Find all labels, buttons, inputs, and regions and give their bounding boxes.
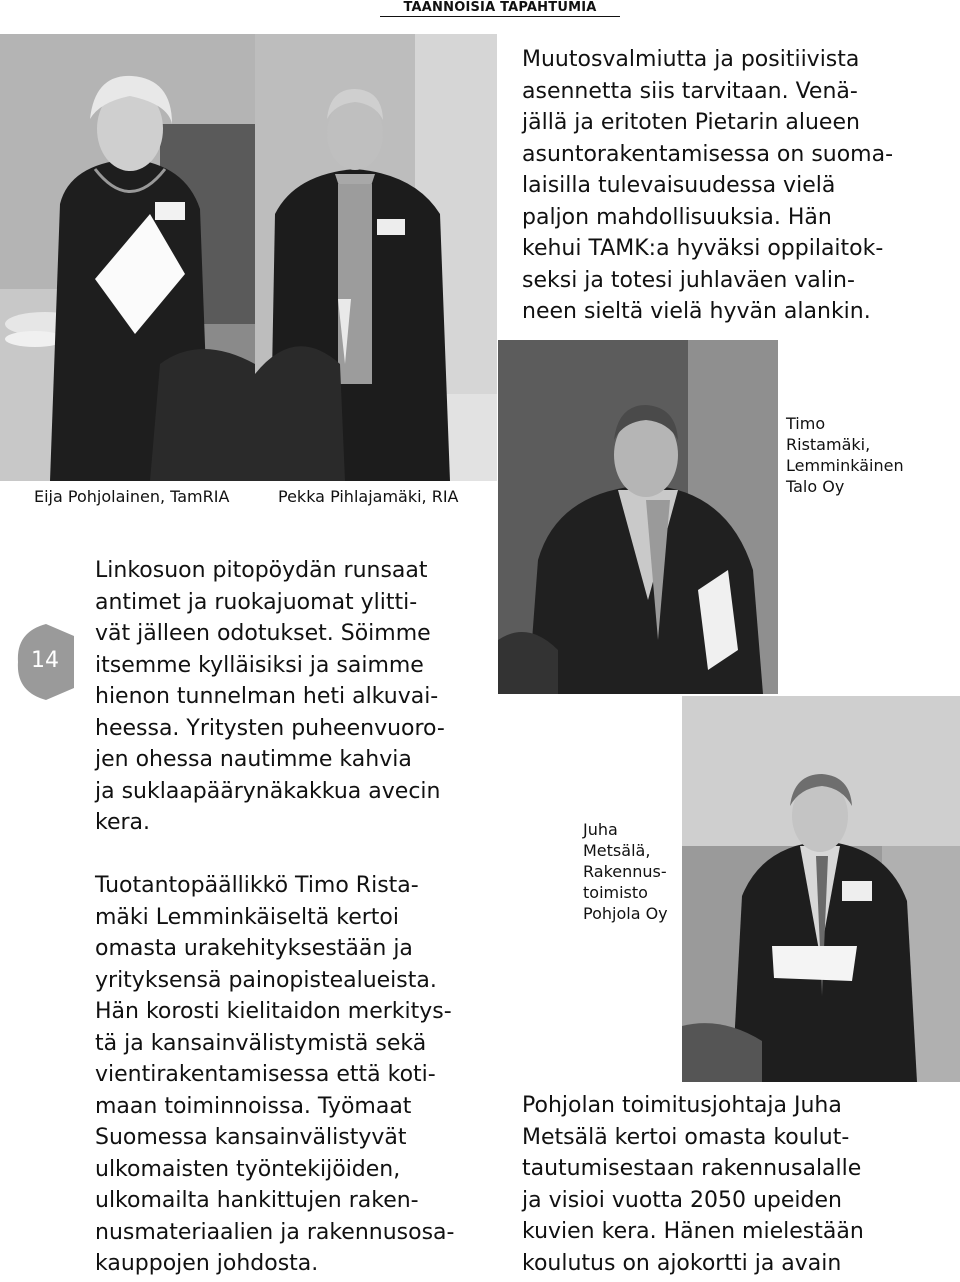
text-line: seksi ja totesi juhlaväen valin- xyxy=(522,267,855,293)
text-line: kehui TAMK:a hyväksi oppilaitok- xyxy=(522,236,884,261)
text-line: ja visioi vuotta 2050 upeiden xyxy=(522,1187,842,1213)
caption-timo xyxy=(786,413,904,497)
text-line: yrityksensä painopistealueista. xyxy=(95,967,437,993)
text-line: paljon mahdollisuuksia. Hän xyxy=(522,204,832,230)
text-line: kuvien kera. Hänen mielestään xyxy=(522,1219,864,1244)
text-line: ja suklaapäärynäkakkua avecin xyxy=(95,778,441,804)
text-line: koulutus on ajokortti ja avain xyxy=(522,1250,842,1276)
text-top-right xyxy=(522,44,893,328)
text-line: Suomessa kansainvälistyvät xyxy=(95,1125,407,1150)
caption-line: Talo Oy xyxy=(786,477,845,496)
text-line: kauppojen johdosta. xyxy=(95,1251,319,1276)
text-line: jällä ja eritoten Pietarin alueen xyxy=(522,110,860,135)
text-line: Pohjolan toimitusjohtaja Juha xyxy=(522,1093,842,1118)
text-line: Hän korosti kielitaidon merkitys- xyxy=(95,999,452,1024)
text-left-paragraph-2 xyxy=(95,870,454,1280)
text-line: antimet ja ruokajuomat ylitti- xyxy=(95,589,418,615)
caption-line: Pohjola Oy xyxy=(583,904,668,923)
text-line: ulkomaisten työntekijöiden, xyxy=(95,1156,401,1182)
caption-line: toimisto xyxy=(583,883,648,902)
text-line: omasta urakehityksestään ja xyxy=(95,936,413,961)
caption-pekka: Pekka Pihlajamäki, RIA xyxy=(278,487,459,506)
photo-timo-ristamaki xyxy=(498,340,778,694)
page-number-badge xyxy=(16,624,74,700)
text-left-paragraph-1 xyxy=(95,555,445,839)
text-line: Metsälä kertoi omasta koulut- xyxy=(522,1124,850,1150)
text-line: maan toiminnoissa. Työmaat xyxy=(95,1093,412,1119)
photo-eija-image xyxy=(0,34,255,481)
caption-line: Metsälä, xyxy=(583,841,651,860)
caption-juha xyxy=(583,819,668,924)
caption-eija: Eija Pohjolainen, TamRIA xyxy=(34,487,230,506)
caption-line: Rakennus- xyxy=(583,862,667,881)
text-line: heessa. Yritysten puheenvuoro- xyxy=(95,715,445,741)
text-line: jen ohessa nautimme kahvia xyxy=(95,747,412,772)
caption-line: Lemminkäinen xyxy=(786,456,904,475)
text-line: vientirakentamisessa että koti- xyxy=(95,1062,436,1087)
photo-pekka-image xyxy=(255,34,497,481)
caption-line: Ristamäki, xyxy=(786,435,871,454)
text-line: mäki Lemminkäiseltä kertoi xyxy=(95,904,399,930)
text-line: nusmateriaalien ja rakennusosa- xyxy=(95,1219,455,1245)
text-line: vät jälleen odotukset. Söimme xyxy=(95,621,431,646)
page-number: 14 xyxy=(31,648,59,673)
text-line: tä ja kansainvälistymistä sekä xyxy=(95,1030,427,1056)
photo-timo-image xyxy=(498,340,778,694)
text-line: asennetta siis tarvitaan. Venä- xyxy=(522,78,858,104)
text-line: tautumisestaan rakennusalalle xyxy=(522,1156,862,1181)
text-line: Tuotantopäällikkö Timo Rista- xyxy=(95,873,419,898)
text-line: Linkosuon pitopöydän runsaat xyxy=(95,558,428,583)
text-line: asuntorakentamisessa on suoma- xyxy=(522,141,894,167)
caption-line: Timo xyxy=(786,414,826,433)
text-line: neen sieltä vielä hyvän alankin. xyxy=(522,299,871,324)
photo-eija-pohjolainen xyxy=(0,34,255,481)
text-bottom-right xyxy=(522,1090,864,1279)
text-line: hienon tunnelman heti alkuvai- xyxy=(95,684,439,709)
photo-pekka-pihlajamaki xyxy=(255,34,497,481)
photo-juha-metsala xyxy=(682,696,960,1082)
text-line: kera. xyxy=(95,810,151,835)
text-line: itsemme kylläisiksi ja saimme xyxy=(95,652,424,678)
caption-line: Juha xyxy=(583,820,618,839)
section-header: TAANNOISIA TAPAHTUMIA xyxy=(380,0,620,17)
text-line: laisilla tulevaisuudessa vielä xyxy=(522,173,836,198)
text-line: ulkomailta hankittujen raken- xyxy=(95,1188,419,1213)
photo-juha-image xyxy=(682,696,960,1082)
text-line: Muutosvalmiutta ja positiivista xyxy=(522,47,860,72)
